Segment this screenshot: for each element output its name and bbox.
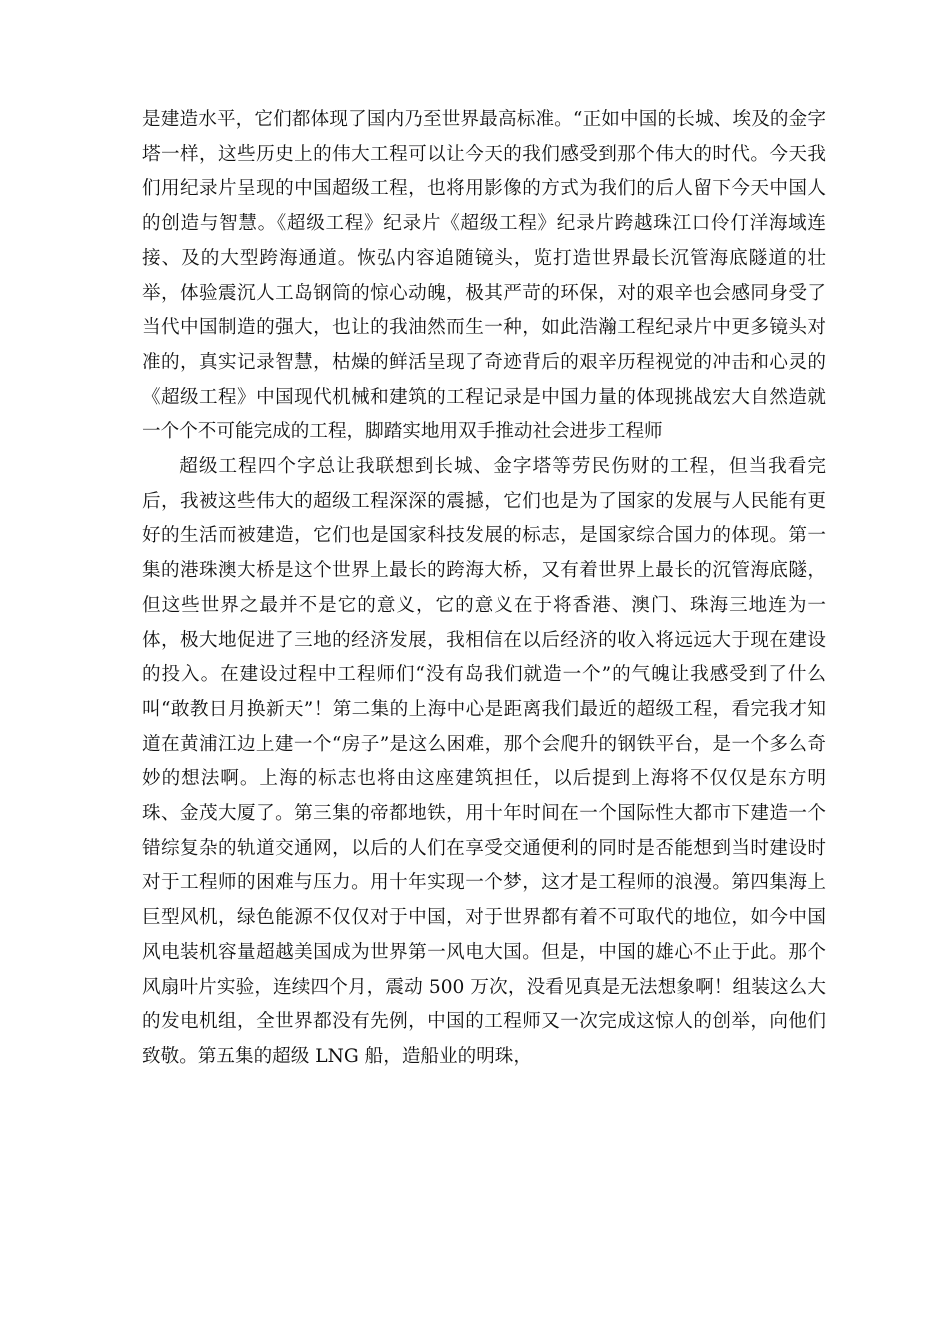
- document-body: [142, 103, 826, 1075]
- paragraph-2: 超级工程四个字总让我联想到长城、金字塔等劳民伤财的工程，但当我看完后，我被这些伟大的超级工程深深的震撼，它们也是为了国家的发展与人民能有更好的生活而被建造，它们也是国家科技发展的标志，是国家综合国力的体现。第一集的港珠澳大桥是这个世界上最长的跨海大桥，又有着世界上最长的沉管海底隧，但这些世界之最并不是它的意义，它的意义在于将香港、澳门、珠海三地连为一体，极大地促进了三地的经济发展，我相信在以后经济的收入将远远大于现在建设的投入。在建设过程中工程师们“没有岛我们就造一个”的气魄让我感受到了什么叫“敢教日月换新天”！第二集的上海中心是距离我们最近的超级工程，看完我才知道在黄浦江边上建一个“房子”是这么困难，那个会爬升的钢铁平台，是一个多么奇妙的想法啊。上海的标志也将由这座建筑担任，以后提到上海将不仅仅是东方明珠、金茂大厦了。第三集的帝都地铁，用十年时间在一个国际性大都市下建造一个错综复杂的轨道交通网，以后的人们在享受交通便利的同时是否能想到当时建设时对于工程师的困难与压力。用十年实现一个梦，这才是工程师的浪漫。第四集海上巨型风机，绿色能源不仅仅对于中国，对于世界都有着不可取代的地位，如今中国风电装机容量超越美国成为世界第一风电大国。但是，中国的雄心不止于此。那个风扇叶片实验，连续四个月，震动 500 万次，没看见真是无法想象啊！组装这么大的发电机组，全世界都没有先例，中国的工程师又一次完成这惊人的创举，向他们致敬。第五集的超级 LNG 船，造船业的明珠，: [142, 456, 826, 1067]
- paragraph-1: 是建造水平，它们都体现了国内乃至世界最高标准。“正如中国的长城、埃及的金字塔一样，这些历史上的伟大工程可以让今天的我们感受到那个伟大的时代。今天我们用纪录片呈现的中国超级工程，也将用影像的方式为我们的后人留下今天中国人的创造与智慧。《超级工程》纪录片《超级工程》纪录片跨越珠江口伶仃洋海域连接、及的大型跨海通道。恢弘内容追随镜头，览打造世界最长沉管海底隧道的壮举，体验震沉人工岛钢筒的惊心动魄，极其严苛的环保，对的艰辛也会感同身受了当代中国制造的强大，也让的我油然而生一种，如此浩瀚工程纪录片中更多镜头对准的，真实记录智慧，枯燥的鲜活呈现了奇迹背后的艰辛历程视觉的冲击和心灵的《超级工程》中国现代机械和建筑的工程记录是中国力量的体现挑战宏大自然造就一个个不可能完成的工程，脚踏实地用双手推动社会进步工程师: [142, 109, 826, 443]
